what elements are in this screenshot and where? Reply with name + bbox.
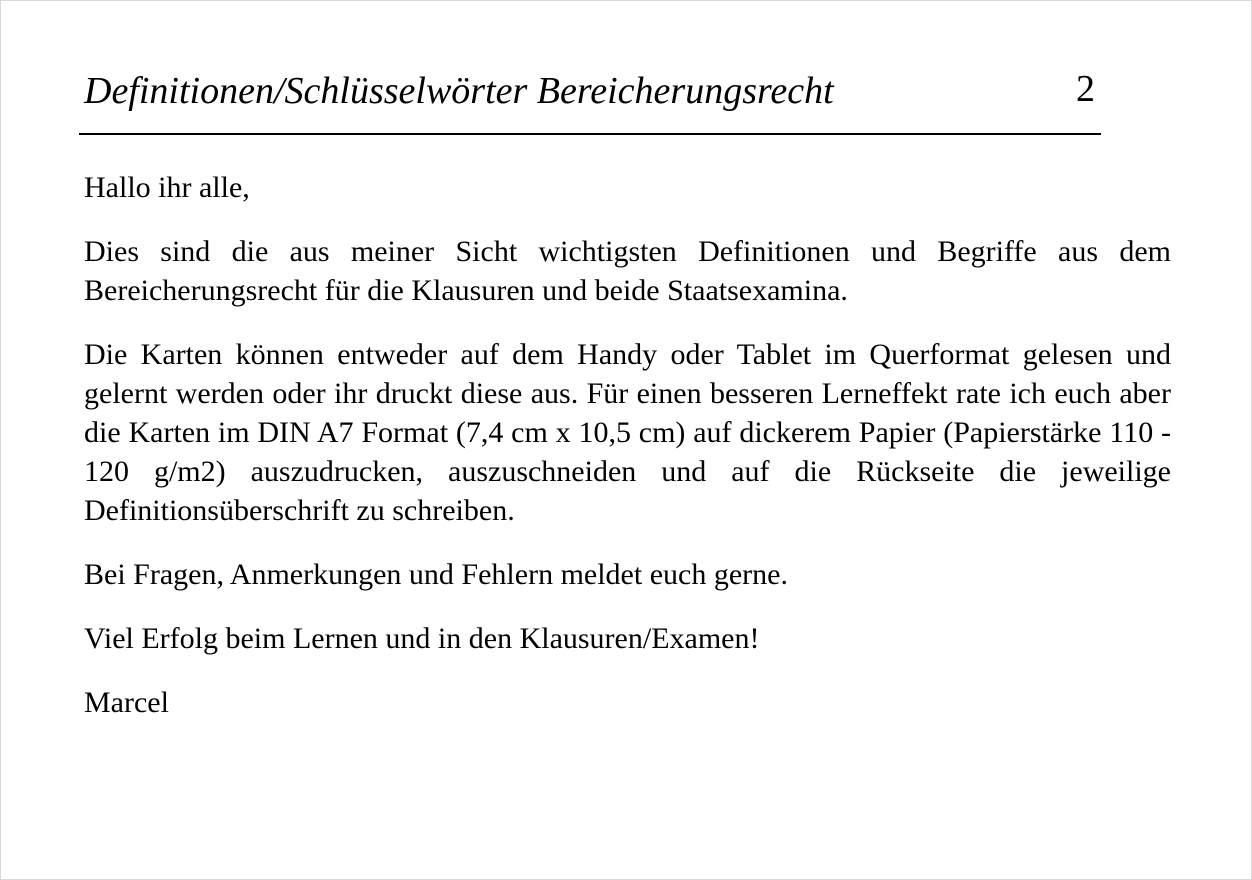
paragraph-good-luck: Viel Erfolg beim Lernen und in den Klausuren/Examen! bbox=[84, 622, 760, 655]
header-title: Definitionen/Schlüsselwörter Bereicherungsrecht bbox=[84, 70, 834, 112]
page-number: 2 bbox=[1076, 68, 1095, 110]
signature: Marcel bbox=[84, 686, 169, 719]
greeting: Hallo ihr alle, bbox=[84, 171, 250, 204]
document-body bbox=[84, 168, 1171, 747]
paragraph-questions: Bei Fragen, Anmerkungen und Fehlern meldet euch gerne. bbox=[84, 558, 788, 591]
paragraph-cards: Die Karten können entweder auf dem Handy oder Tablet im Querformat gelesen und gelernt werden oder ihr druckt diese aus. Für einen besseren Lerneffekt rate ich euch aber die Karten im DIN A7 Format (7,4 cm x 10,5 cm) auf dickerem Papier (Papierstärke 110 - 120 g/m2) auszudrucken, auszuschneiden und auf die Rückseite die jeweilige Definitionsüberschrift zu schreiben. bbox=[84, 338, 1171, 527]
paragraph-intro: Dies sind die aus meiner Sicht wichtigsten Definitionen und Begriffe aus dem Bereicherungsrecht für die Klausuren und beide Staatsexamina. bbox=[84, 235, 1171, 307]
page-header bbox=[79, 61, 1101, 135]
